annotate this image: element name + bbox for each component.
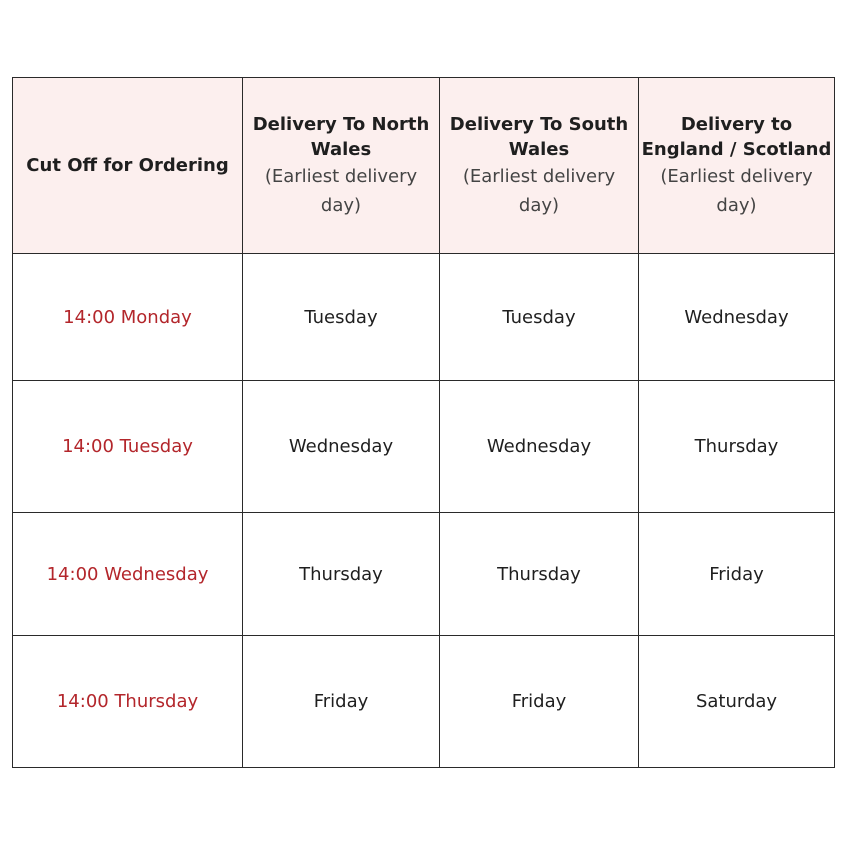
delivery-schedule-table xyxy=(12,77,835,768)
south-wales-cell: Thursday xyxy=(440,513,639,636)
table-body xyxy=(13,254,835,768)
table-row xyxy=(13,636,835,768)
table-row xyxy=(13,381,835,513)
england-scotland-cell: Saturday xyxy=(639,636,835,768)
south-wales-cell: Tuesday xyxy=(440,254,639,381)
cutoff-cell: 14:00 Monday xyxy=(13,254,243,381)
header-north-wales xyxy=(243,78,440,254)
england-scotland-cell: Thursday xyxy=(639,381,835,513)
header-south-wales xyxy=(440,78,639,254)
header-title: Cut Off for Ordering xyxy=(26,155,229,176)
header-subtitle: (Earliest delivery day) xyxy=(660,165,813,216)
england-scotland-cell: Friday xyxy=(639,513,835,636)
south-wales-cell: Friday xyxy=(440,636,639,768)
table-row xyxy=(13,513,835,636)
north-wales-cell: Wednesday xyxy=(243,381,440,513)
header-subtitle: (Earliest delivery day) xyxy=(264,165,418,216)
north-wales-cell: Tuesday xyxy=(243,254,440,381)
table-row xyxy=(13,254,835,381)
header-title: Delivery To North Wales xyxy=(252,113,430,160)
header-title: Delivery To South Wales xyxy=(449,113,629,160)
south-wales-cell: Wednesday xyxy=(440,381,639,513)
england-scotland-cell: Wednesday xyxy=(639,254,835,381)
header-cutoff xyxy=(13,78,243,254)
header-row xyxy=(13,78,835,254)
north-wales-cell: Thursday xyxy=(243,513,440,636)
header-title: Delivery to England / Scotland xyxy=(641,113,832,160)
cutoff-cell: 14:00 Tuesday xyxy=(13,381,243,513)
north-wales-cell: Friday xyxy=(243,636,440,768)
cutoff-cell: 14:00 Wednesday xyxy=(13,513,243,636)
header-subtitle: (Earliest delivery day) xyxy=(462,165,616,216)
header-england-scotland xyxy=(639,78,835,254)
table-header xyxy=(13,78,835,254)
cutoff-cell: 14:00 Thursday xyxy=(13,636,243,768)
